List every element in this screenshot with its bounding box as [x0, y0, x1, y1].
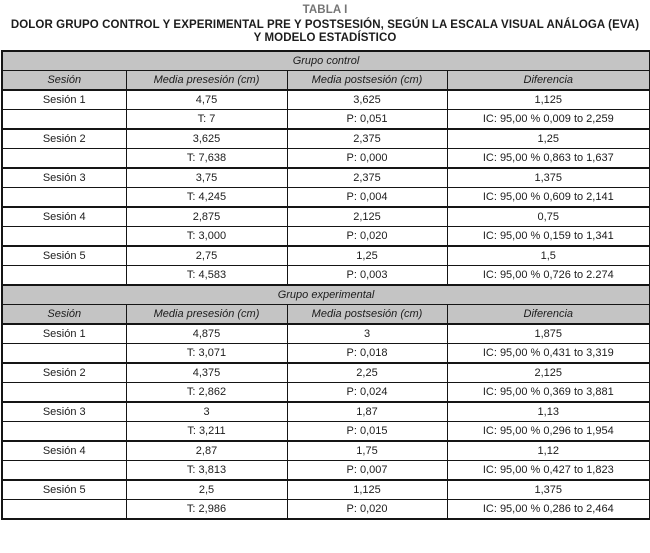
- col-header-diferencia: Diferencia: [447, 304, 650, 324]
- group-band-row: [2, 285, 650, 305]
- confidence-interval-cell: IC: 95,00 % 0,009 to 2,259: [447, 109, 650, 129]
- post-mean-cell: 1,87: [287, 402, 447, 422]
- p-value-cell: P: 0,018: [287, 343, 447, 363]
- col-header-pre: Media presesión (cm): [126, 70, 287, 90]
- table-title-line1: DOLOR GRUPO CONTROL Y EXPERIMENTAL PRE Y POSTSESIÓN, SEGÚN LA ESCALA VISUAL ANÁLOGA (EVA): [10, 18, 640, 31]
- difference-cell: 1,875: [447, 324, 650, 344]
- difference-cell: 1,12: [447, 441, 650, 461]
- t-statistic-cell: T: 7: [126, 109, 287, 129]
- p-value-cell: P: 0,004: [287, 187, 447, 207]
- empty-cell: [2, 148, 126, 168]
- difference-cell: 1,375: [447, 480, 650, 500]
- col-header-diferencia: Diferencia: [447, 70, 650, 90]
- pre-mean-cell: 3: [126, 402, 287, 422]
- group-band-label: Grupo control: [2, 51, 650, 71]
- col-header-sesion: Sesión: [2, 304, 126, 324]
- pre-mean-cell: 2,5: [126, 480, 287, 500]
- pre-mean-cell: 2,875: [126, 207, 287, 227]
- t-statistic-cell: T: 4,583: [126, 265, 287, 285]
- difference-cell: 2,125: [447, 363, 650, 383]
- p-value-cell: P: 0,007: [287, 460, 447, 480]
- post-mean-cell: 3,625: [287, 90, 447, 110]
- empty-cell: [2, 265, 126, 285]
- post-mean-cell: 2,125: [287, 207, 447, 227]
- confidence-interval-cell: IC: 95,00 % 0,427 to 1,823: [447, 460, 650, 480]
- pre-mean-cell: 4,375: [126, 363, 287, 383]
- empty-cell: [2, 226, 126, 246]
- difference-cell: 1,13: [447, 402, 650, 422]
- confidence-interval-cell: IC: 95,00 % 0,286 to 2,464: [447, 499, 650, 519]
- table-title-line2: Y MODELO ESTADÍSTICO: [253, 32, 397, 44]
- confidence-interval-cell: IC: 95,00 % 0,726 to 2.274: [447, 265, 650, 285]
- session-label-cell: Sesión 1: [2, 324, 126, 344]
- confidence-interval-cell: IC: 95,00 % 0,863 to 1,637: [447, 148, 650, 168]
- empty-cell: [2, 343, 126, 363]
- col-header-post: Media postsesión (cm): [287, 70, 447, 90]
- session-means-row: [2, 441, 650, 461]
- session-means-row: [2, 480, 650, 500]
- session-stats-row: [2, 499, 650, 519]
- session-label-cell: Sesión 2: [2, 129, 126, 149]
- session-stats-row: [2, 265, 650, 285]
- session-means-row: [2, 324, 650, 344]
- session-label-cell: Sesión 5: [2, 246, 126, 266]
- pre-mean-cell: 3,75: [126, 168, 287, 188]
- session-means-row: [2, 207, 650, 227]
- group-band-label: Grupo experimental: [2, 285, 650, 305]
- pre-mean-cell: 4,75: [126, 90, 287, 110]
- session-stats-row: [2, 148, 650, 168]
- group-band-row: [2, 51, 650, 71]
- t-statistic-cell: T: 3,813: [126, 460, 287, 480]
- p-value-cell: P: 0,015: [287, 421, 447, 441]
- p-value-cell: P: 0,024: [287, 382, 447, 402]
- post-mean-cell: 3: [287, 324, 447, 344]
- pre-mean-cell: 2,87: [126, 441, 287, 461]
- session-means-row: [2, 402, 650, 422]
- post-mean-cell: 2,375: [287, 129, 447, 149]
- session-label-cell: Sesión 2: [2, 363, 126, 383]
- session-means-row: [2, 129, 650, 149]
- session-stats-row: [2, 421, 650, 441]
- empty-cell: [2, 460, 126, 480]
- results-table-body: [2, 51, 650, 519]
- t-statistic-cell: T: 4,245: [126, 187, 287, 207]
- t-statistic-cell: T: 2,862: [126, 382, 287, 402]
- post-mean-cell: 2,375: [287, 168, 447, 188]
- session-means-row: [2, 168, 650, 188]
- pre-mean-cell: 4,875: [126, 324, 287, 344]
- empty-cell: [2, 382, 126, 402]
- post-mean-cell: 2,25: [287, 363, 447, 383]
- difference-cell: 1,125: [447, 90, 650, 110]
- empty-cell: [2, 187, 126, 207]
- p-value-cell: P: 0,003: [287, 265, 447, 285]
- col-header-post: Media postsesión (cm): [287, 304, 447, 324]
- pre-mean-cell: 3,625: [126, 129, 287, 149]
- confidence-interval-cell: IC: 95,00 % 0,159 to 1,341: [447, 226, 650, 246]
- session-stats-row: [2, 187, 650, 207]
- p-value-cell: P: 0,020: [287, 499, 447, 519]
- p-value-cell: P: 0,000: [287, 148, 447, 168]
- pre-mean-cell: 2,75: [126, 246, 287, 266]
- p-value-cell: P: 0,051: [287, 109, 447, 129]
- t-statistic-cell: T: 3,071: [126, 343, 287, 363]
- t-statistic-cell: T: 2,986: [126, 499, 287, 519]
- empty-cell: [2, 499, 126, 519]
- difference-cell: 1,5: [447, 246, 650, 266]
- eva-results-table: [1, 50, 650, 520]
- post-mean-cell: 1,25: [287, 246, 447, 266]
- col-header-sesion: Sesión: [2, 70, 126, 90]
- post-mean-cell: 1,125: [287, 480, 447, 500]
- session-label-cell: Sesión 5: [2, 480, 126, 500]
- session-stats-row: [2, 109, 650, 129]
- table-number-label: TABLA I: [302, 4, 348, 16]
- confidence-interval-cell: IC: 95,00 % 0,609 to 2,141: [447, 187, 650, 207]
- col-header-pre: Media presesión (cm): [126, 304, 287, 324]
- t-statistic-cell: T: 3,211: [126, 421, 287, 441]
- session-stats-row: [2, 343, 650, 363]
- confidence-interval-cell: IC: 95,00 % 0,296 to 1,954: [447, 421, 650, 441]
- column-header-row: [2, 304, 650, 324]
- column-header-row: [2, 70, 650, 90]
- confidence-interval-cell: IC: 95,00 % 0,369 to 3,881: [447, 382, 650, 402]
- empty-cell: [2, 109, 126, 129]
- session-label-cell: Sesión 4: [2, 441, 126, 461]
- difference-cell: 1,25: [447, 129, 650, 149]
- confidence-interval-cell: IC: 95,00 % 0,431 to 3,319: [447, 343, 650, 363]
- session-label-cell: Sesión 4: [2, 207, 126, 227]
- difference-cell: 0,75: [447, 207, 650, 227]
- session-label-cell: Sesión 3: [2, 402, 126, 422]
- empty-cell: [2, 421, 126, 441]
- session-stats-row: [2, 382, 650, 402]
- session-means-row: [2, 363, 650, 383]
- p-value-cell: P: 0,020: [287, 226, 447, 246]
- t-statistic-cell: T: 3,000: [126, 226, 287, 246]
- session-means-row: [2, 246, 650, 266]
- post-mean-cell: 1,75: [287, 441, 447, 461]
- session-means-row: [2, 90, 650, 110]
- difference-cell: 1,375: [447, 168, 650, 188]
- session-stats-row: [2, 460, 650, 480]
- session-label-cell: Sesión 1: [2, 90, 126, 110]
- session-label-cell: Sesión 3: [2, 168, 126, 188]
- session-stats-row: [2, 226, 650, 246]
- table-caption: [0, 0, 650, 46]
- t-statistic-cell: T: 7,638: [126, 148, 287, 168]
